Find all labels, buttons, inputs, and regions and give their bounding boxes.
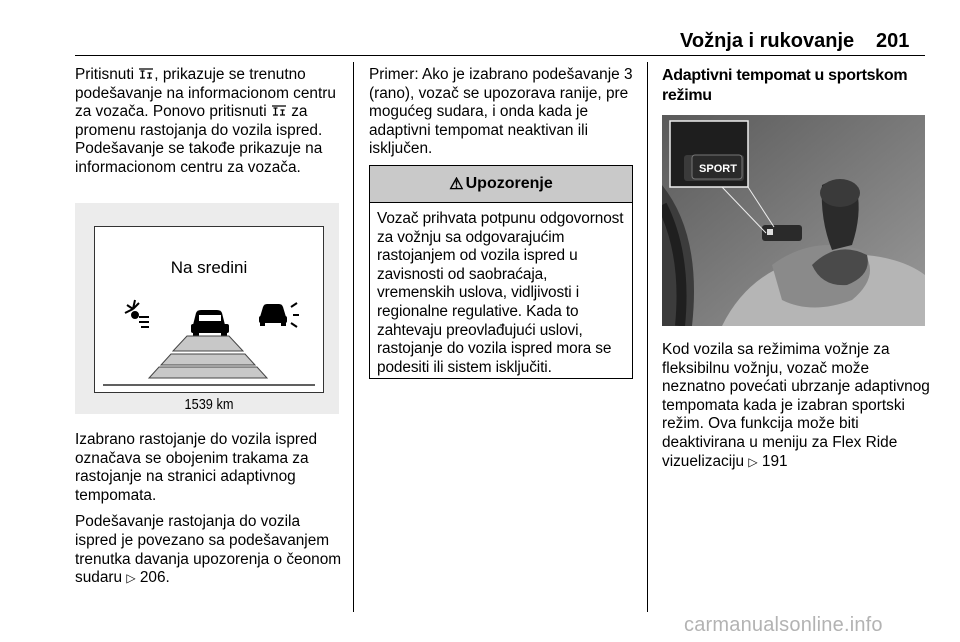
watermark: carmanualsonline.info <box>684 614 883 636</box>
column-divider-left <box>353 62 354 612</box>
warning-title: Upozorenje <box>465 175 553 192</box>
page-ref-arrow-icon: ▷ <box>748 454 758 469</box>
column-middle <box>369 66 634 167</box>
warning-header <box>370 166 632 203</box>
display-screen <box>94 226 324 413</box>
warning-triangle-icon: ⚠ <box>449 176 464 193</box>
paragraph-distance-bars: Izabrano rastojanje do vozila ispred označava se obojenim trakama za rastojanje na stranici adaptivnog tempomata. <box>75 431 318 504</box>
distance-bar-near <box>149 367 267 378</box>
paragraph-sport-mode: Kod vozila sa režimima vožnje za fleksibilnu vožnju, vozač može neznatno povećati ubrzanje adaptivnog tempomata kada je izabran sportski režim. Ova funkcija može biti deaktivirana u meniju za Flex Ride vizuelizaciju ▷ 191 <box>662 341 930 470</box>
column-divider-right <box>647 62 648 612</box>
column-right <box>662 66 930 106</box>
paragraph-example: Primer: Ako je izabrano podešavanje 3 (rano), vozač se upozorava ranije, pre mogućeg sudara, i onda kada je adaptivni tempomat neaktivan ili isključen. <box>369 66 633 158</box>
following-distance-icon <box>138 67 154 80</box>
sport-button-photo <box>662 115 925 326</box>
collision-warning-icon <box>259 303 299 327</box>
distance-bar-far <box>173 336 243 351</box>
vehicle-ahead-icon <box>191 310 229 337</box>
warning-box <box>369 165 633 379</box>
distance-bar-middle <box>161 354 255 365</box>
following-distance-icon <box>271 104 287 117</box>
display-mode-title: Na sredini <box>170 258 248 277</box>
column-left-lower <box>75 431 345 596</box>
page-number: 201 <box>876 30 910 52</box>
light-beam-icon <box>125 300 149 327</box>
page-reference-link[interactable]: 206. <box>139 569 170 587</box>
section-heading: Adaptivni tempomat u sportskom režimu <box>662 67 908 104</box>
driver-info-display-figure <box>75 203 339 414</box>
page-reference-link[interactable]: 191 <box>761 452 788 470</box>
column-right-body <box>662 341 930 471</box>
warning-text: Vozač prihvata potpunu odgovornost za vožnju sa odgovarajućim rastojanjem od vozila ispred u zavisnosti od saobraćaja, vremenskih uslova, vidljivosti i regionalne regulative. Kada to zahtevaju preovlađujući uslovi, rastojanje do vozila ispred mora se podesiti ili sistem isključiti. <box>377 210 624 376</box>
page-ref-arrow-icon: ▷ <box>126 571 136 586</box>
paragraph-distance-button: Pritisnuti , prikazuje se trenutno podešavanje na informacionom centru za vozača. Ponovo pritisnuti za promenu rastojanja do vozila ispred. Podešavanje se takođe prikazuje na informacionom centru za vozača. <box>75 66 336 176</box>
sport-button-label: SPORT <box>699 163 737 175</box>
running-header-title: Vožnja i rukovanje <box>680 30 855 52</box>
odometer-reading: 1539 km <box>184 396 234 413</box>
column-left <box>75 66 345 186</box>
header-rule <box>75 55 925 56</box>
paragraph-collision-link: Podešavanje rastojanja do vozila ispred je povezano sa podešavanjem trenutka davanja upozorenja o čeonom sudaru ▷ 206. <box>75 513 342 587</box>
